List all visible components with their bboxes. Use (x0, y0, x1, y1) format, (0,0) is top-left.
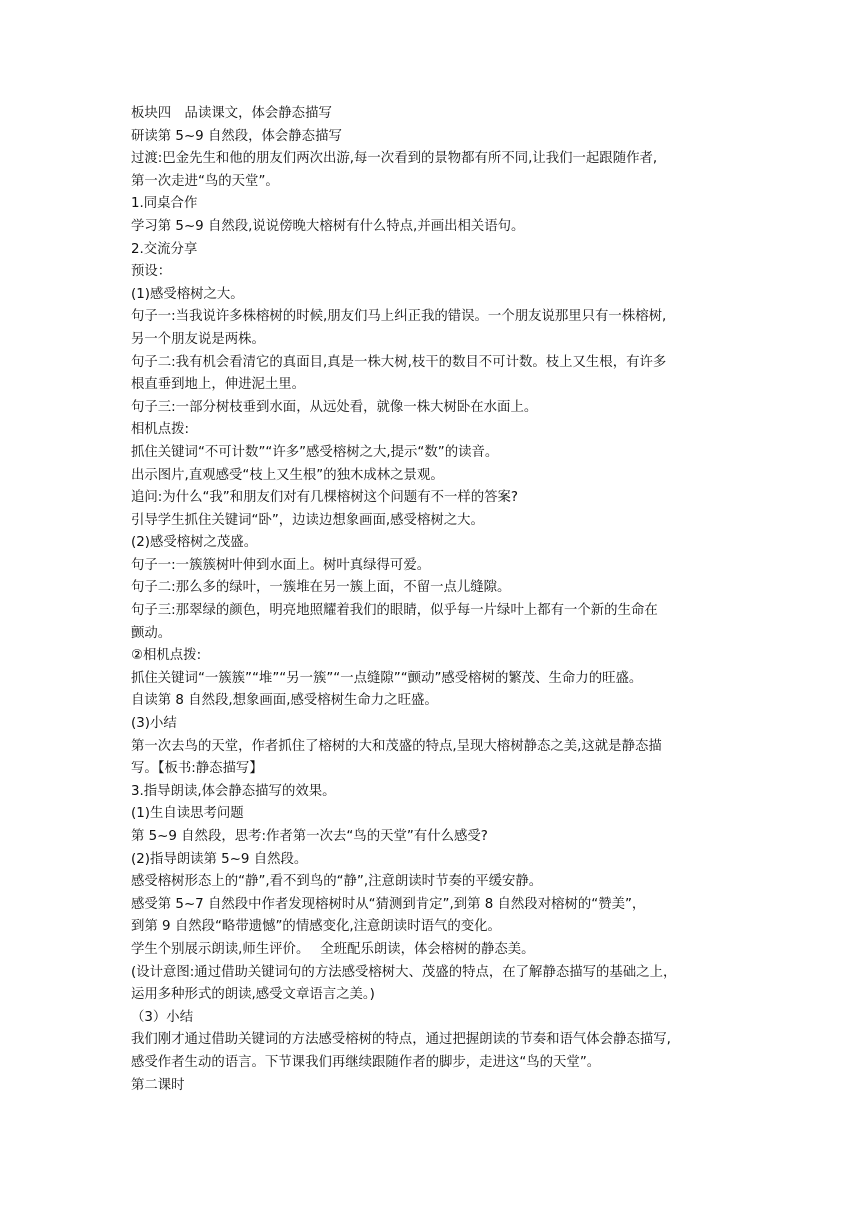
text-line: (1)感受榕树之大。 (131, 286, 244, 302)
text-line: 颤动。 (131, 625, 172, 641)
text-line: 自读第 8 自然段,想象画面,感受榕树生命力之旺盛。 (131, 693, 438, 709)
text-line: (设计意图:通过借助关键词句的方法感受榕树大、茂盛的特点，在了解静态描写的基础之上， (131, 964, 677, 980)
text-line: 根直垂到地上，伸进泥土里。 (131, 377, 306, 393)
text-line: 3.指导朗读,体会静态描写的效果。 (131, 783, 336, 799)
text-line: 第一次走进“鸟的天堂”。 (131, 173, 279, 189)
text-line: 相机点拨: (131, 422, 190, 438)
text-line: 第 5~9 自然段，思考:作者第一次去“鸟的天堂”有什么感受? (131, 829, 488, 844)
text-line: 感受榕树形态上的“静”,看不到鸟的“静”,注意朗读时节奏的平缓安静。 (131, 874, 543, 890)
text-line: ②相机点拨: (131, 648, 202, 664)
text-line: 句子三:一部分树枝垂到水面，从远处看，就像一株大树卧在水面上。 (131, 399, 538, 415)
text-line: 感受第 5~7 自然段中作者发现榕树时从“猜测到肯定”,到第 8 自然段对榕树的“赞美”， (131, 896, 646, 912)
text-line: 过渡:巴金先生和他的朋友们两次出游,每一次看到的景物都有所不同,让我们一起跟随作者, (131, 151, 658, 167)
text-line: (3)小结 (131, 716, 177, 732)
text-line: 预设： (131, 264, 172, 280)
text-line: 句子一:当我说许多株榕树的时候,朋友们马上纠正我的错误。一个朋友说那里只有一株榕树, (131, 309, 667, 325)
text-line: 引导学生抓住关键词“卧”，边读边想象画面,感受榕树之大。 (131, 512, 484, 528)
text-line: 抓住关键词“一簇簇”“堆”“另一簇”“一点缝隙”“颤动”感受榕树的繁茂、生命力的旺盛。 (131, 670, 643, 686)
text-line: 句子三:那翠绿的颜色，明亮地照耀着我们的眼睛，似乎每一片绿叶上都有一个新的生命在 (131, 603, 658, 619)
text-line: 运用多种形式的朗读,感受文章语言之美。) (131, 987, 375, 1003)
text-line: 学生个别展示朗读,师生评价。 全班配乐朗读，体会榕树的静态美。 (131, 941, 535, 957)
text-line: （3）小结 (131, 1009, 194, 1025)
text-line: 追问:为什么“我”和朋友们对有几棵榕树这个问题有不一样的答案? (131, 490, 519, 506)
text-line: 研读第 5~9 自然段，体会静态描写 (131, 128, 342, 144)
text-line: 句子二:我有机会看清它的真面目,真是一株大树,枝干的数目不可计数。枝上又生根，有许多 (131, 354, 667, 370)
text-line: 抓住关键词“不可计数”“许多”感受榕树之大,提示“数”的读音。 (131, 444, 499, 460)
text-line: 第一次去鸟的天堂，作者抓住了榕树的大和茂盛的特点,呈现大榕树静态之美,这就是静态描 (131, 738, 662, 754)
text-line: 句子二:那么多的绿叶，一簇堆在另一簇上面，不留一点儿缝隙。 (131, 580, 511, 596)
text-line: 2.交流分享 (131, 241, 198, 257)
text-line: 出示图片,直观感受“枝上又生根”的独木成林之景观。 (131, 467, 444, 483)
text-line: 学习第 5~9 自然段,说说傍晚大榕树有什么特点,并画出相关语句。 (131, 218, 525, 234)
text-line: 句子一:一簇簇树叶伸到水面上。树叶真绿得可爱。 (131, 557, 431, 573)
text-line: 1.同桌合作 (131, 196, 198, 212)
text-line: (2)指导朗读第 5~9 自然段。 (131, 851, 308, 867)
text-line: (1)生自读思考问题 (131, 806, 244, 822)
text-line: 感受作者生动的语言。下节课我们再继续跟随作者的脚步，走进这“鸟的天堂”。 (131, 1054, 601, 1070)
text-line: 第二课时 (131, 1077, 185, 1093)
document-body (131, 103, 741, 1097)
text-line: (2)感受榕树之茂盛。 (131, 535, 258, 551)
section-heading: 板块四 品读课文，体会静态描写 (131, 106, 332, 121)
text-line: 另一个朋友说是两株。 (131, 331, 265, 347)
text-line: 写。【板书:静态描写】 (131, 761, 263, 777)
text-line: 到第 9 自然段“略带遗憾”的情感变化,注意朗读时语气的变化。 (131, 919, 501, 935)
text-line: 我们刚才通过借助关键词的方法感受榕树的特点，通过把握朗读的节奏和语气体会静态描写, (131, 1032, 671, 1048)
